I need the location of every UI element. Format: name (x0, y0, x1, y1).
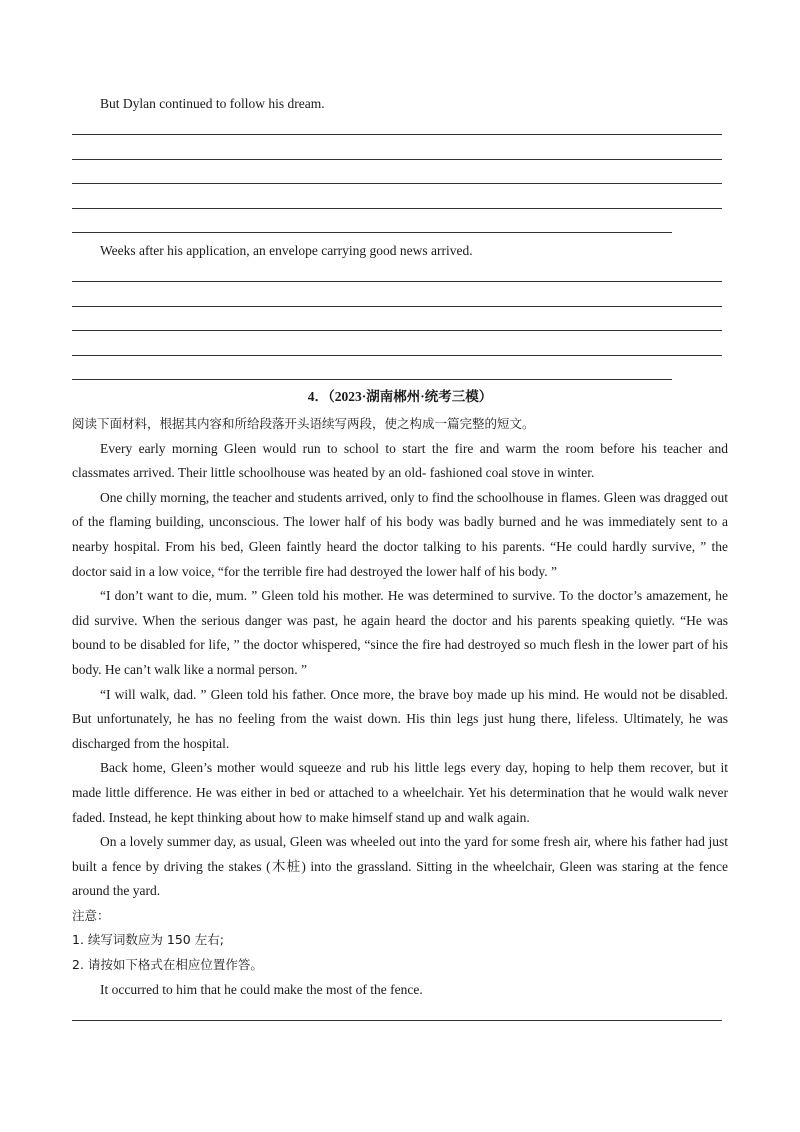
question-heading: 4．（2023·湖南郴州·统考三模） (307, 389, 493, 404)
story-paragraph: “I will walk, dad. ” Gleen told his father. Once more, the brave boy made up his mind. He would not be disabled. But unfortunately, he has no feeling from the waist down. His thin legs just hung there, lifeless. Ultimately, he was discharged from the hospital. (72, 686, 728, 751)
answer-line[interactable] (72, 330, 722, 331)
answer-line[interactable] (72, 208, 722, 209)
answer-line[interactable] (72, 281, 722, 282)
answer-line[interactable] (72, 1020, 722, 1021)
story-paragraph: Every early morning Gleen would run to school to start the fire and warm the room before his teacher and classmates arrived. Their little schoolhouse was heated by an old- fashioned coal stove in winter. (72, 440, 728, 481)
note-item: 2. 请按如下格式在相应位置作答。 (72, 957, 263, 973)
answer-line[interactable] (72, 134, 722, 135)
story-paragraph: One chilly morning, the teacher and students arrived, only to find the schoolhouse in flames. Gleen was dragged out of the flaming building, unconscious. The lower half of his body was badly burned and he was immediately sent to a nearby hospital. From his bed, Gleen faintly heard the doctor talking to his parents. “He could hardly survive, ” the doctor said in a low voice, “for the terrible fire had destroyed the lower half of his body. ” (72, 489, 728, 579)
answer-line[interactable] (72, 183, 722, 184)
answer-line[interactable] (72, 232, 672, 233)
continuation-prompt-b: Weeks after his application, an envelope carrying good news arrived. (100, 243, 473, 258)
story-paragraph: On a lovely summer day, as usual, Gleen was wheeled out into the yard for some fresh air, where his father had just built a fence by driving the stakes (木桩) into the grassland. Sitting in the wheelchair, Gleen was staring at the fence around the yard. (72, 834, 728, 899)
note-label: 注意： (72, 907, 110, 923)
continuation-prompt: It occurred to him that he could make the most of the fence. (100, 981, 423, 997)
answer-line[interactable] (72, 306, 722, 307)
continuation-prompt-a: But Dylan continued to follow his dream. (100, 96, 325, 111)
instruction-text: 阅读下面材料，根据其内容和所给段落开头语续写两段，使之构成一篇完整的短文。 (72, 416, 535, 431)
story-paragraph: Back home, Gleen’s mother would squeeze and rub his little legs every day, hoping to help them recover, but it made little difference. He was either in bed or attached to a wheelchair. Yet his determination that he would walk never faded. Instead, he kept thinking about how to make himself stand up and walk again. (72, 760, 728, 825)
question-body (72, 412, 728, 1002)
note-item: 1. 续写词数应为 150 左右; (72, 932, 224, 948)
answer-line[interactable] (72, 379, 672, 380)
answer-line[interactable] (72, 355, 722, 356)
answer-line[interactable] (72, 159, 722, 160)
story-paragraph: “I don’t want to die, mum. ” Gleen told his mother. He was determined to survive. To the doctor’s amazement, he did survive. When the serious danger was past, he again heard the doctor and his parents speaking quietly. “He was bound to be disabled for life, ” the doctor whispered, “since the fire had destroyed so much flesh in the lower part of his body. He can’t walk like a normal person. ” (72, 588, 728, 677)
